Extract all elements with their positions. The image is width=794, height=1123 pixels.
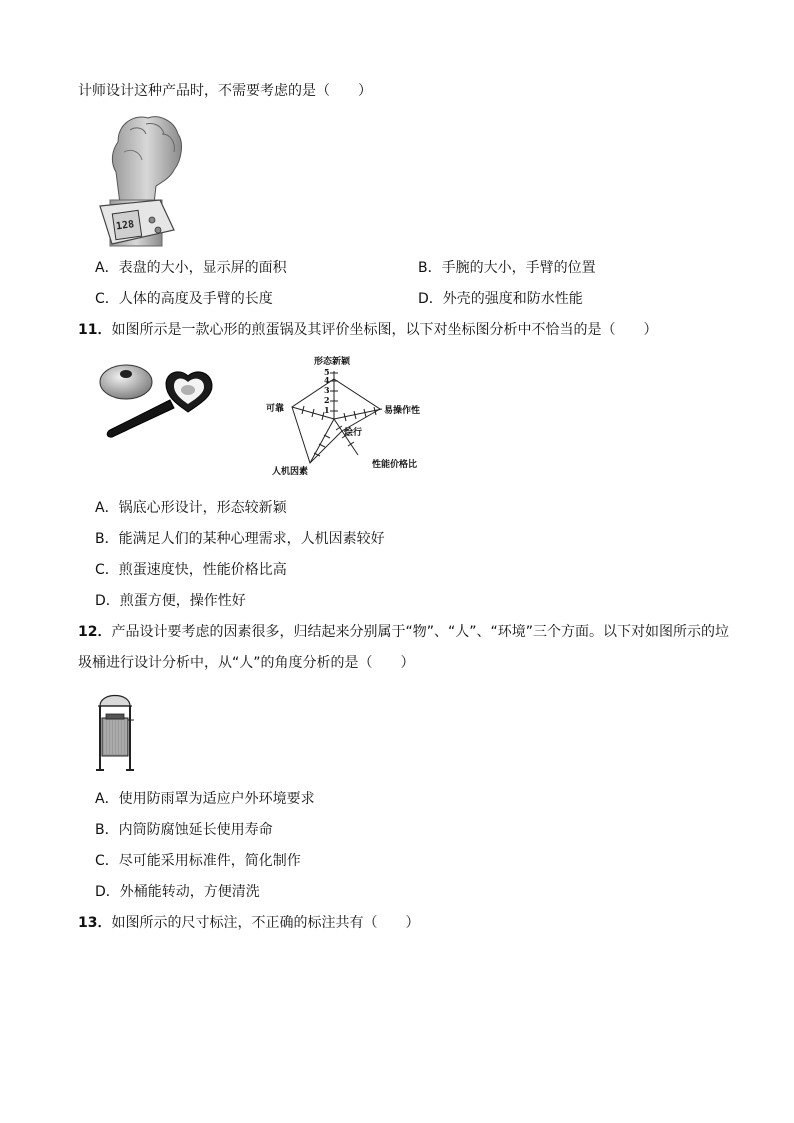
radar-tick-1: 1: [324, 405, 330, 415]
q12-stem-text-1: 产品设计要考虑的因素很多，归结起来分别属于“物”、“人”、“环境”三个方面。以下对如图所示的垃: [111, 624, 729, 640]
radar-tick-4: 4: [324, 375, 330, 385]
q12-option-a: A．使用防雨罩为适应户外环境要求: [95, 791, 315, 807]
trash-bin-image: [92, 688, 138, 774]
q10-option-b: B．手腕的大小，手臂的位置: [418, 260, 596, 276]
radar-axis-ease-of-use: 易操作性: [384, 406, 421, 416]
q12-option-d: D．外桶能转动，方便清洗: [95, 884, 260, 900]
q11-option-d: D．煎蛋方便，操作性好: [95, 593, 246, 609]
q11-option-b: B．能满足人们的某种心理需求，人机因素较好: [95, 531, 385, 547]
q12-stem-line1: [78, 623, 729, 641]
q11-option-a: A．锅底心形设计，形态较新颖: [95, 500, 287, 516]
radar-axis-cost-performance: 性能价格比: [372, 460, 418, 470]
q13-stem-text: 如图所示的尺寸标注，不正确的标注共有（ ）: [111, 915, 420, 931]
q12-number: 12．: [78, 624, 112, 640]
radar-axis-novel-form: 形态新颖: [314, 357, 351, 367]
monitor-display-text: 128: [115, 219, 135, 233]
wrist-monitor-image: [96, 112, 188, 248]
q11-option-c: C．煎蛋速度快，性能价格比高: [95, 562, 287, 578]
q13-stem: [78, 914, 419, 932]
q11-stem: [78, 321, 657, 339]
evaluation-radar-chart: [262, 355, 432, 480]
radar-tick-2: 2: [324, 395, 330, 405]
radar-axis-reliability: 可靠: [266, 404, 285, 414]
q12-stem-line2: 圾桶进行设计分析中，从“人”的角度分析的是（ ）: [78, 655, 415, 671]
q11-stem-text: 如图所示是一款心形的煎蛋锅及其评价坐标图，以下对坐标图分析中不恰当的是（ ）: [111, 322, 658, 338]
q12-option-b: B．内筒防腐蚀延长使用寿命: [95, 822, 273, 838]
radar-inner-label: 烩行: [344, 428, 363, 438]
q10-option-a: A．表盘的大小，显示屏的面积: [95, 260, 287, 276]
q10-option-d: D．外壳的强度和防水性能: [418, 291, 583, 307]
q13-number: 13．: [78, 915, 112, 931]
q10-option-c: C．人体的高度及手臂的长度: [95, 291, 273, 307]
q12-option-c: C．尽可能采用标准件，简化制作: [95, 853, 301, 869]
heart-pan-image: [96, 360, 224, 440]
radar-tick-5: 5: [324, 367, 330, 377]
q11-number: 11．: [78, 322, 112, 338]
radar-tick-3: 3: [324, 385, 330, 395]
q10-stem: 计师设计这种产品时，不需要考虑的是（ ）: [78, 83, 372, 99]
radar-axis-ergonomics: 人机因素: [272, 467, 309, 477]
